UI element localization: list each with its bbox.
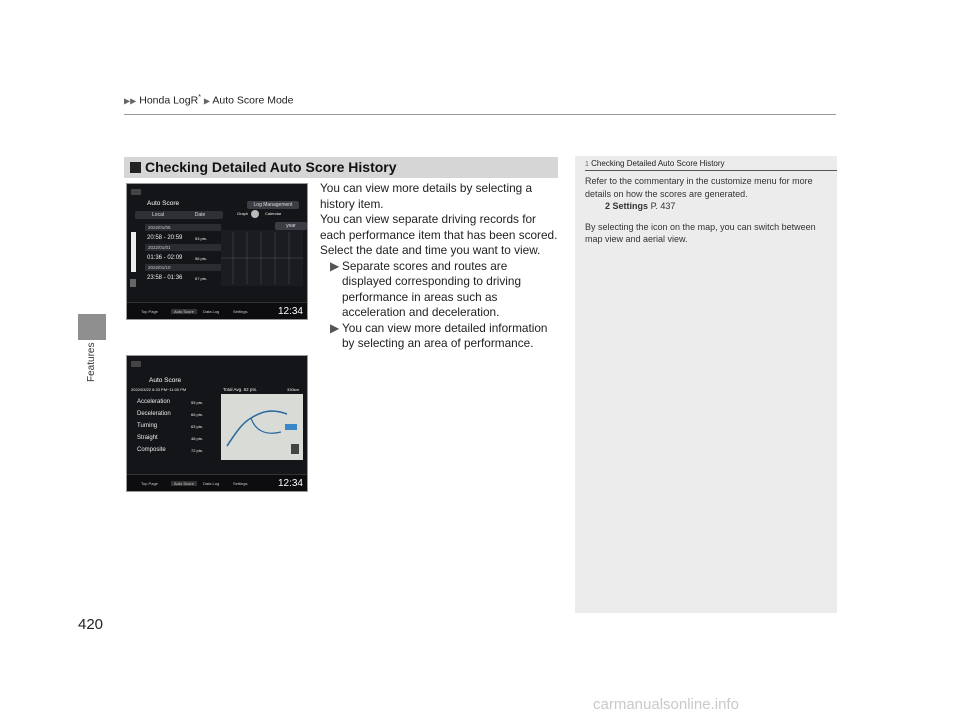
paragraph: You can view separate driving records for each performance item that has been scored. xyxy=(320,212,558,242)
body-text xyxy=(320,181,560,352)
tab-settings: Settings xyxy=(233,309,248,314)
breadcrumb-part2: Auto Score Mode xyxy=(212,94,294,107)
history-score: 67 pts. xyxy=(195,276,208,281)
tab-local: Local xyxy=(135,211,181,219)
tab-top-page: Top Page xyxy=(141,481,158,486)
history-time: 23:58 - 01:36 xyxy=(147,275,183,281)
item-score: 55 pts. xyxy=(191,400,204,405)
history-date: 2022/01/05 xyxy=(145,224,221,231)
paragraph: You can view more details by selecting a history item. xyxy=(320,181,533,211)
calendar-label: Calendar xyxy=(265,211,282,216)
item-deceleration: Deceleration xyxy=(137,411,171,417)
note-title xyxy=(585,159,725,168)
item-score: 66 pts. xyxy=(191,412,204,417)
year-button: year xyxy=(275,222,307,230)
total-average: Total Avg. 62 pts. xyxy=(223,387,258,392)
note-paragraph: By selecting the icon on the map, you can switch between map view and aerial view. xyxy=(585,221,816,244)
score-graph xyxy=(221,230,303,286)
toggle-icon xyxy=(251,210,259,218)
square-bullet-icon xyxy=(130,162,141,173)
item-score: 63 pts. xyxy=(191,424,204,429)
header-rule xyxy=(124,114,836,115)
breadcrumb-part1: Honda LogR xyxy=(139,94,199,107)
breadcrumb-arrow-icon: ▶ xyxy=(203,96,211,106)
chapter-tab xyxy=(78,314,106,340)
auto-score-detail-screen xyxy=(126,355,308,492)
bottom-bar xyxy=(127,474,307,491)
bullet-arrow-icon: ▶ xyxy=(330,320,340,335)
scroll-bar xyxy=(131,232,136,272)
chapter-label: Features xyxy=(86,342,97,382)
item-score: 72 pts. xyxy=(191,448,204,453)
note-body xyxy=(585,175,830,254)
item-composite: Composite xyxy=(137,447,166,453)
distance: 330km xyxy=(287,387,300,392)
history-time: 20:58 - 20:59 xyxy=(147,235,183,241)
bullet-item xyxy=(320,321,560,352)
tab-date: Date xyxy=(177,211,223,219)
section-heading xyxy=(124,157,558,178)
route-map xyxy=(221,394,303,460)
breadcrumb-arrow-icon: ▶▶ xyxy=(124,96,137,106)
note-title-text: Checking Detailed Auto Score History xyxy=(591,159,725,168)
screen-title: Auto Score xyxy=(147,200,180,207)
home-icon xyxy=(131,189,141,195)
history-time: 01:36 - 02:09 xyxy=(147,255,183,261)
section-title: Checking Detailed Auto Score History xyxy=(145,159,397,175)
clock: 12:34 xyxy=(277,478,303,489)
bullet-text: Separate scores and routes are displayed corresponding to driving performance in areas such as acceleration and deceleration. xyxy=(342,258,522,319)
breadcrumb xyxy=(124,94,294,107)
note-icon: 1 xyxy=(585,161,589,168)
tab-auto-score: Auto Score xyxy=(171,309,197,314)
history-date: 2022/01/01 xyxy=(145,244,221,251)
bullet-arrow-icon: ▶ xyxy=(330,258,340,273)
item-score: 48 pts. xyxy=(191,436,204,441)
side-note xyxy=(575,156,837,613)
watermark: carmanualsonline.info xyxy=(593,696,739,713)
log-management-button: Log Management xyxy=(247,201,299,209)
tab-data-log: Data Log xyxy=(203,309,220,314)
bullet-item xyxy=(320,259,560,321)
auto-score-history-screen xyxy=(126,183,308,320)
tab-top-page: Top Page xyxy=(141,309,158,314)
trash-icon xyxy=(130,279,136,287)
tab-settings: Settings xyxy=(233,481,248,486)
note-rule xyxy=(585,170,837,171)
item-straight: Straight xyxy=(137,435,158,441)
page-number: 420 xyxy=(78,616,104,633)
history-score: 56 pts. xyxy=(195,256,208,261)
home-icon xyxy=(131,361,141,367)
reference-label[interactable]: Settings xyxy=(612,201,649,211)
note-reference xyxy=(585,200,830,213)
breadcrumb-star: * xyxy=(198,94,201,101)
screen-title: Auto Score xyxy=(149,377,182,384)
item-acceleration: Acceleration xyxy=(137,399,171,405)
clock: 12:34 xyxy=(277,306,303,317)
paragraph: Select the date and time you want to view. xyxy=(320,243,541,257)
history-score: 53 pts. xyxy=(195,236,208,241)
bullet-text: You can view more detailed information by selecting an area of performance. xyxy=(342,320,548,350)
drive-date: 2022/03/22 6:33 PM~11:00 PM xyxy=(131,387,187,392)
note-paragraph: Refer to the commentary in the customize menu for more details on how the scores are generated. xyxy=(585,176,813,199)
graph-label: Graph xyxy=(237,211,249,216)
history-date: 2022/01/10 xyxy=(145,264,221,271)
bottom-bar xyxy=(127,302,307,319)
tab-auto-score: Auto Score xyxy=(171,481,197,486)
reference-page[interactable]: P. 437 xyxy=(650,201,676,211)
tab-data-log: Data Log xyxy=(203,481,220,486)
reference-arrow-icon: 2 xyxy=(605,201,611,211)
item-turning: Turning xyxy=(137,423,158,429)
